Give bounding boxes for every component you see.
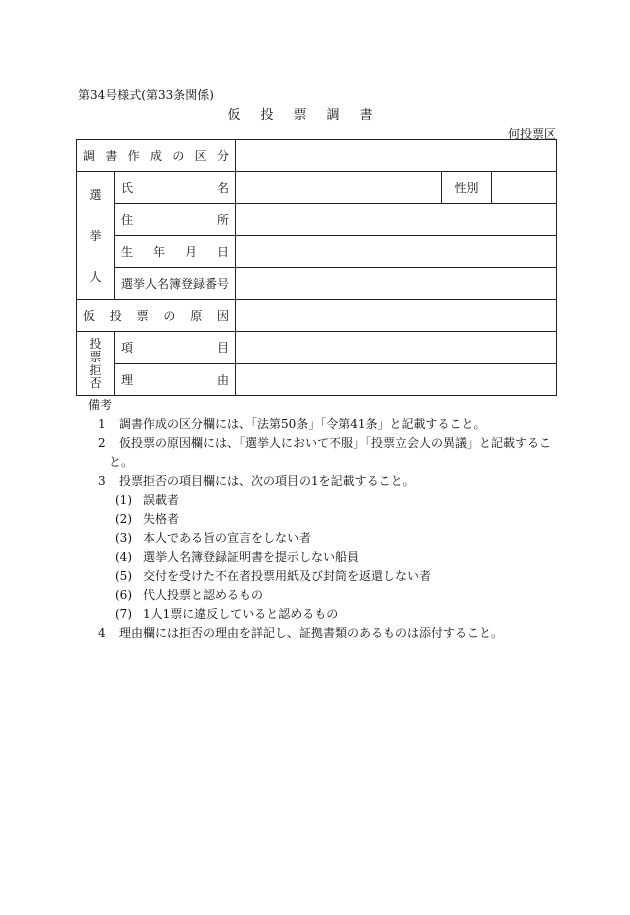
label-char: 目: [217, 341, 230, 355]
vertical-label-char: 挙: [89, 228, 102, 243]
label-char: 作: [127, 149, 140, 163]
sub-item-number: (5): [115, 569, 132, 583]
refusal-label-cell: [77, 332, 115, 396]
birthdate-value[interactable]: [236, 236, 557, 268]
label-char: 所: [217, 213, 230, 227]
sub-item: [115, 548, 558, 567]
creation-category-value[interactable]: [236, 140, 557, 172]
gender-label-cell: [442, 172, 492, 204]
label-char: 区: [194, 149, 207, 163]
note-2-text: 仮投票の原因欄には、「選挙人において不服」「投票立会人の異議」と記載するこ: [119, 436, 552, 450]
address-value[interactable]: [236, 204, 557, 236]
vertical-label-char: 投: [89, 336, 102, 351]
item-label: [115, 339, 235, 356]
label-char: 因: [216, 309, 229, 323]
ground-label-cell: [115, 364, 236, 396]
sub-item-number: (6): [115, 588, 132, 602]
label-char: 日: [217, 245, 230, 259]
creation-category-label-cell: [77, 140, 236, 172]
sub-item: [115, 510, 558, 529]
sub-item-text: 本人である旨の宣言をしない者: [143, 531, 312, 545]
name-label: [115, 179, 235, 196]
elector-label-cell: [77, 172, 115, 300]
label-char: 生: [121, 245, 134, 259]
register-number-value[interactable]: [236, 268, 557, 300]
label-char: 月: [185, 245, 198, 259]
note-3: [98, 472, 558, 491]
sub-item: [115, 529, 558, 548]
sub-item: [115, 586, 558, 605]
elector-label: [77, 174, 114, 298]
sub-item: [115, 491, 558, 510]
register-number-label-cell: [115, 268, 236, 300]
note-2-number: 2: [98, 436, 106, 450]
label-char: の: [163, 309, 176, 323]
sub-item-text: 失格者: [143, 512, 180, 526]
ground-label: [115, 371, 235, 388]
sub-item: [115, 567, 558, 586]
label-char: 成: [149, 149, 162, 163]
item-label-cell: [115, 332, 236, 364]
vertical-label-char: 選: [89, 187, 102, 202]
creation-category-label: [77, 147, 235, 164]
label-char: 書: [105, 149, 118, 163]
notes-section: [88, 396, 558, 643]
label-char: 仮: [83, 309, 96, 323]
sub-item-text: 代人投票と認めるもの: [143, 588, 264, 602]
sub-item: [115, 605, 558, 624]
note-2: [98, 434, 558, 453]
label-char: 調: [83, 149, 96, 163]
polling-district: 何投票区: [507, 127, 556, 141]
vertical-label-char: 拒: [89, 362, 102, 377]
gender-value[interactable]: [492, 172, 557, 204]
notes-heading: 備考: [88, 398, 113, 412]
ground-value[interactable]: [236, 364, 557, 396]
provisional-ballot-form-table: [76, 139, 557, 396]
reason-label-cell: [77, 300, 236, 332]
note-1-number: 1: [98, 417, 106, 431]
label-char: 由: [217, 373, 230, 387]
name-value[interactable]: [236, 172, 442, 204]
sub-item-text: 選挙人名簿登録証明書を提示しない船員: [143, 550, 360, 564]
label-char: 理: [121, 373, 134, 387]
note-4: [98, 624, 558, 643]
birthdate-label: [115, 243, 235, 260]
label-char: 年: [153, 245, 166, 259]
label-char: 項: [121, 341, 134, 355]
label-char: 氏: [121, 181, 134, 195]
label-char: 票: [136, 309, 149, 323]
sub-item-number: (2): [115, 512, 132, 526]
note-3-number: 3: [98, 474, 106, 488]
register-number-label: 選挙人名簿登録番号: [121, 277, 230, 291]
vertical-label-char: 否: [89, 375, 102, 390]
form-number: 第34号様式(第33条関係): [78, 88, 214, 102]
address-label: [115, 211, 235, 228]
label-char: 住: [121, 213, 134, 227]
reason-label: [77, 307, 235, 324]
label-char: の: [172, 149, 185, 163]
address-label-cell: [115, 204, 236, 236]
sub-item-number: (1): [115, 493, 132, 507]
birthdate-label-cell: [115, 236, 236, 268]
note-4-number: 4: [98, 626, 106, 640]
label-char: 名: [217, 181, 230, 195]
gender-label: 性別: [454, 181, 479, 195]
item-value[interactable]: [236, 332, 557, 364]
sub-item-text: 1人1票に違反していると認めるもの: [143, 607, 339, 621]
note-3-text: 投票拒否の項目欄には、次の項目の1を記載すること。: [119, 474, 415, 488]
reason-value[interactable]: [236, 300, 557, 332]
refusal-label: [77, 333, 114, 395]
sub-item-text: 交付を受けた不在者投票用紙及び封筒を返還しない者: [143, 569, 432, 583]
vertical-label-char: 人: [89, 270, 102, 285]
label-char: 原: [190, 309, 203, 323]
label-char: 分: [216, 149, 229, 163]
sub-item-number: (3): [115, 531, 132, 545]
label-char: 投: [109, 309, 122, 323]
sub-item-text: 誤載者: [143, 493, 180, 507]
note-2-continuation: と。: [109, 455, 134, 469]
note-4-text: 理由欄には拒否の理由を詳記し、証拠書類のあるものは添付すること。: [119, 626, 504, 640]
name-label-cell: [115, 172, 236, 204]
note-1: [98, 415, 558, 434]
vertical-label-char: 票: [89, 349, 102, 364]
note-1-text: 調書作成の区分欄には、「法第50条」「令第41条」と記載すること。: [119, 417, 486, 431]
document-title: 仮投票調書: [227, 108, 393, 123]
sub-item-number: (7): [115, 607, 132, 621]
sub-item-number: (4): [115, 550, 132, 564]
note-3-sub-list: [88, 491, 558, 624]
